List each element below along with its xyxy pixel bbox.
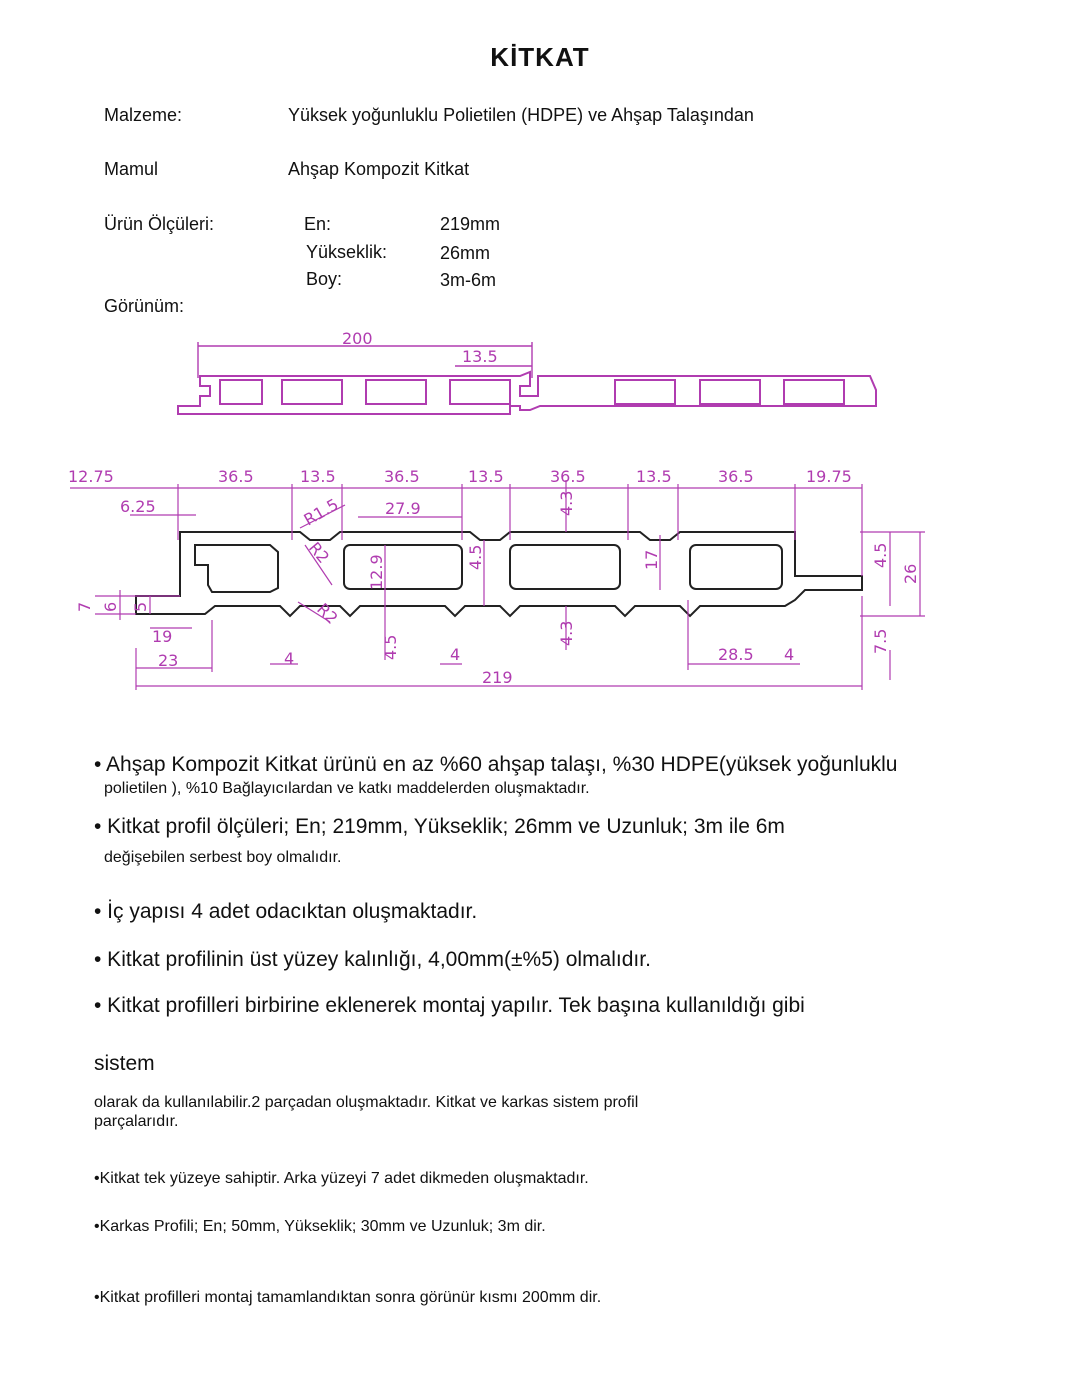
product-label: Mamul <box>104 159 159 179</box>
dim-label: 12.9 <box>367 554 386 590</box>
dim-label: 219 <box>482 668 513 687</box>
bullet-8: •Kitkat profilleri montaj tamamlandıktan sonra görünür kısmı 200mm dir. <box>94 1289 602 1306</box>
top-profile-view <box>178 372 876 414</box>
dim-label: 4.5 <box>381 634 400 660</box>
page-title: KİTKAT <box>490 42 590 72</box>
bullet-2-line-1: • Kitkat profil ölçüleri; En; 219mm, Yükseklik; 26mm ve Uzunluk; 3m ile 6m <box>94 815 785 838</box>
dim-label: 7.5 <box>871 628 890 654</box>
dim-label: 5 <box>131 601 150 612</box>
dim-label: 200 <box>342 329 373 348</box>
dim-label: 6.25 <box>120 497 156 516</box>
dim-label: 36.5 <box>218 467 254 486</box>
dim-label: 4.3 <box>557 490 576 516</box>
bullet-7: •Karkas Profili; En; 50mm, Yükseklik; 30mm ve Uzunluk; 3m dir. <box>94 1218 546 1235</box>
dim-label: 27.9 <box>385 499 421 518</box>
dim-label: 4.5 <box>466 544 485 570</box>
dim-label: 23 <box>158 651 179 670</box>
product-value: Ahşap Kompozit Kitkat <box>288 159 470 179</box>
view-label: Görünüm: <box>104 296 185 316</box>
bullet-5-word: sistem <box>94 1052 155 1075</box>
dim-label: 12.75 <box>68 467 114 486</box>
dim-label: 13.5 <box>636 467 672 486</box>
bullet-5-continuation-1: olarak da kullanılabilir.2 parçadan oluşmaktadır. Kitkat ve karkas sistem profil <box>94 1094 639 1111</box>
dim-label: 36.5 <box>718 467 754 486</box>
bullet-2-line-2: değişebilen serbest boy olmalıdır. <box>104 849 342 866</box>
bullet-1-line-1: • Ahşap Kompozit Kitkat ürünü en az %60 ahşap talaşı, %30 HDPE(yüksek yoğunluklu <box>94 753 898 776</box>
dim-label: 4 <box>284 649 295 668</box>
bullet-3: • İç yapısı 4 adet odacıktan oluşmaktadır. <box>94 900 478 923</box>
dimension-labels <box>68 329 920 687</box>
dim-label: 36.5 <box>384 467 420 486</box>
length-value: 3m-6m <box>440 270 497 290</box>
width-value: 219mm <box>440 214 501 234</box>
dim-label: 26 <box>901 563 920 584</box>
dim-label: R1.5 <box>300 494 342 530</box>
width-label: En: <box>304 214 332 234</box>
dim-label: 4.5 <box>871 542 890 568</box>
dim-label: 4.3 <box>557 620 576 646</box>
dim-label: 36.5 <box>550 467 586 486</box>
dim-label: 19 <box>152 627 173 646</box>
main-profile-outline <box>136 532 862 616</box>
dim-label: 13.5 <box>468 467 504 486</box>
dim-label: 4 <box>450 645 461 664</box>
bullet-5: • Kitkat profilleri birbirine eklenerek montaj yapılır. Tek başına kullanıldığı gibi <box>94 994 805 1017</box>
dim-label: 13.5 <box>300 467 336 486</box>
length-label: Boy: <box>306 269 343 289</box>
dimensions-label: Ürün Ölçüleri: <box>104 214 215 234</box>
main-dimension-lines <box>70 480 925 690</box>
material-label: Malzeme: <box>104 105 183 125</box>
bullet-4: • Kitkat profilinin üst yüzey kalınlığı, 4,00mm(±%5) olmalıdır. <box>94 948 651 971</box>
bullet-6: •Kitkat tek yüzeye sahiptir. Arka yüzeyi 7 adet dikmeden oluşmaktadır. <box>94 1170 589 1187</box>
dim-label: 13.5 <box>462 347 498 366</box>
dim-label: 28.5 <box>718 645 754 664</box>
dim-label: 7 <box>75 601 94 612</box>
material-value: Yüksek yoğunluklu Polietilen (HDPE) ve Ahşap Talaşından <box>288 105 754 125</box>
dim-label: R2 <box>313 599 342 628</box>
dim-label: 4 <box>784 645 795 664</box>
dim-label: R2 <box>304 538 334 567</box>
bullet-5-continuation-2: parçalarıdır. <box>94 1113 179 1130</box>
bullet-1-line-2: polietilen ), %10 Bağlayıcılardan ve katkı maddelerden oluşmaktadır. <box>104 780 590 797</box>
dim-label: 19.75 <box>806 467 852 486</box>
height-value: 26mm <box>440 243 491 263</box>
dim-label: 6 <box>101 601 120 612</box>
dim-label: 17 <box>642 549 661 570</box>
height-label: Yükseklik: <box>306 242 388 262</box>
